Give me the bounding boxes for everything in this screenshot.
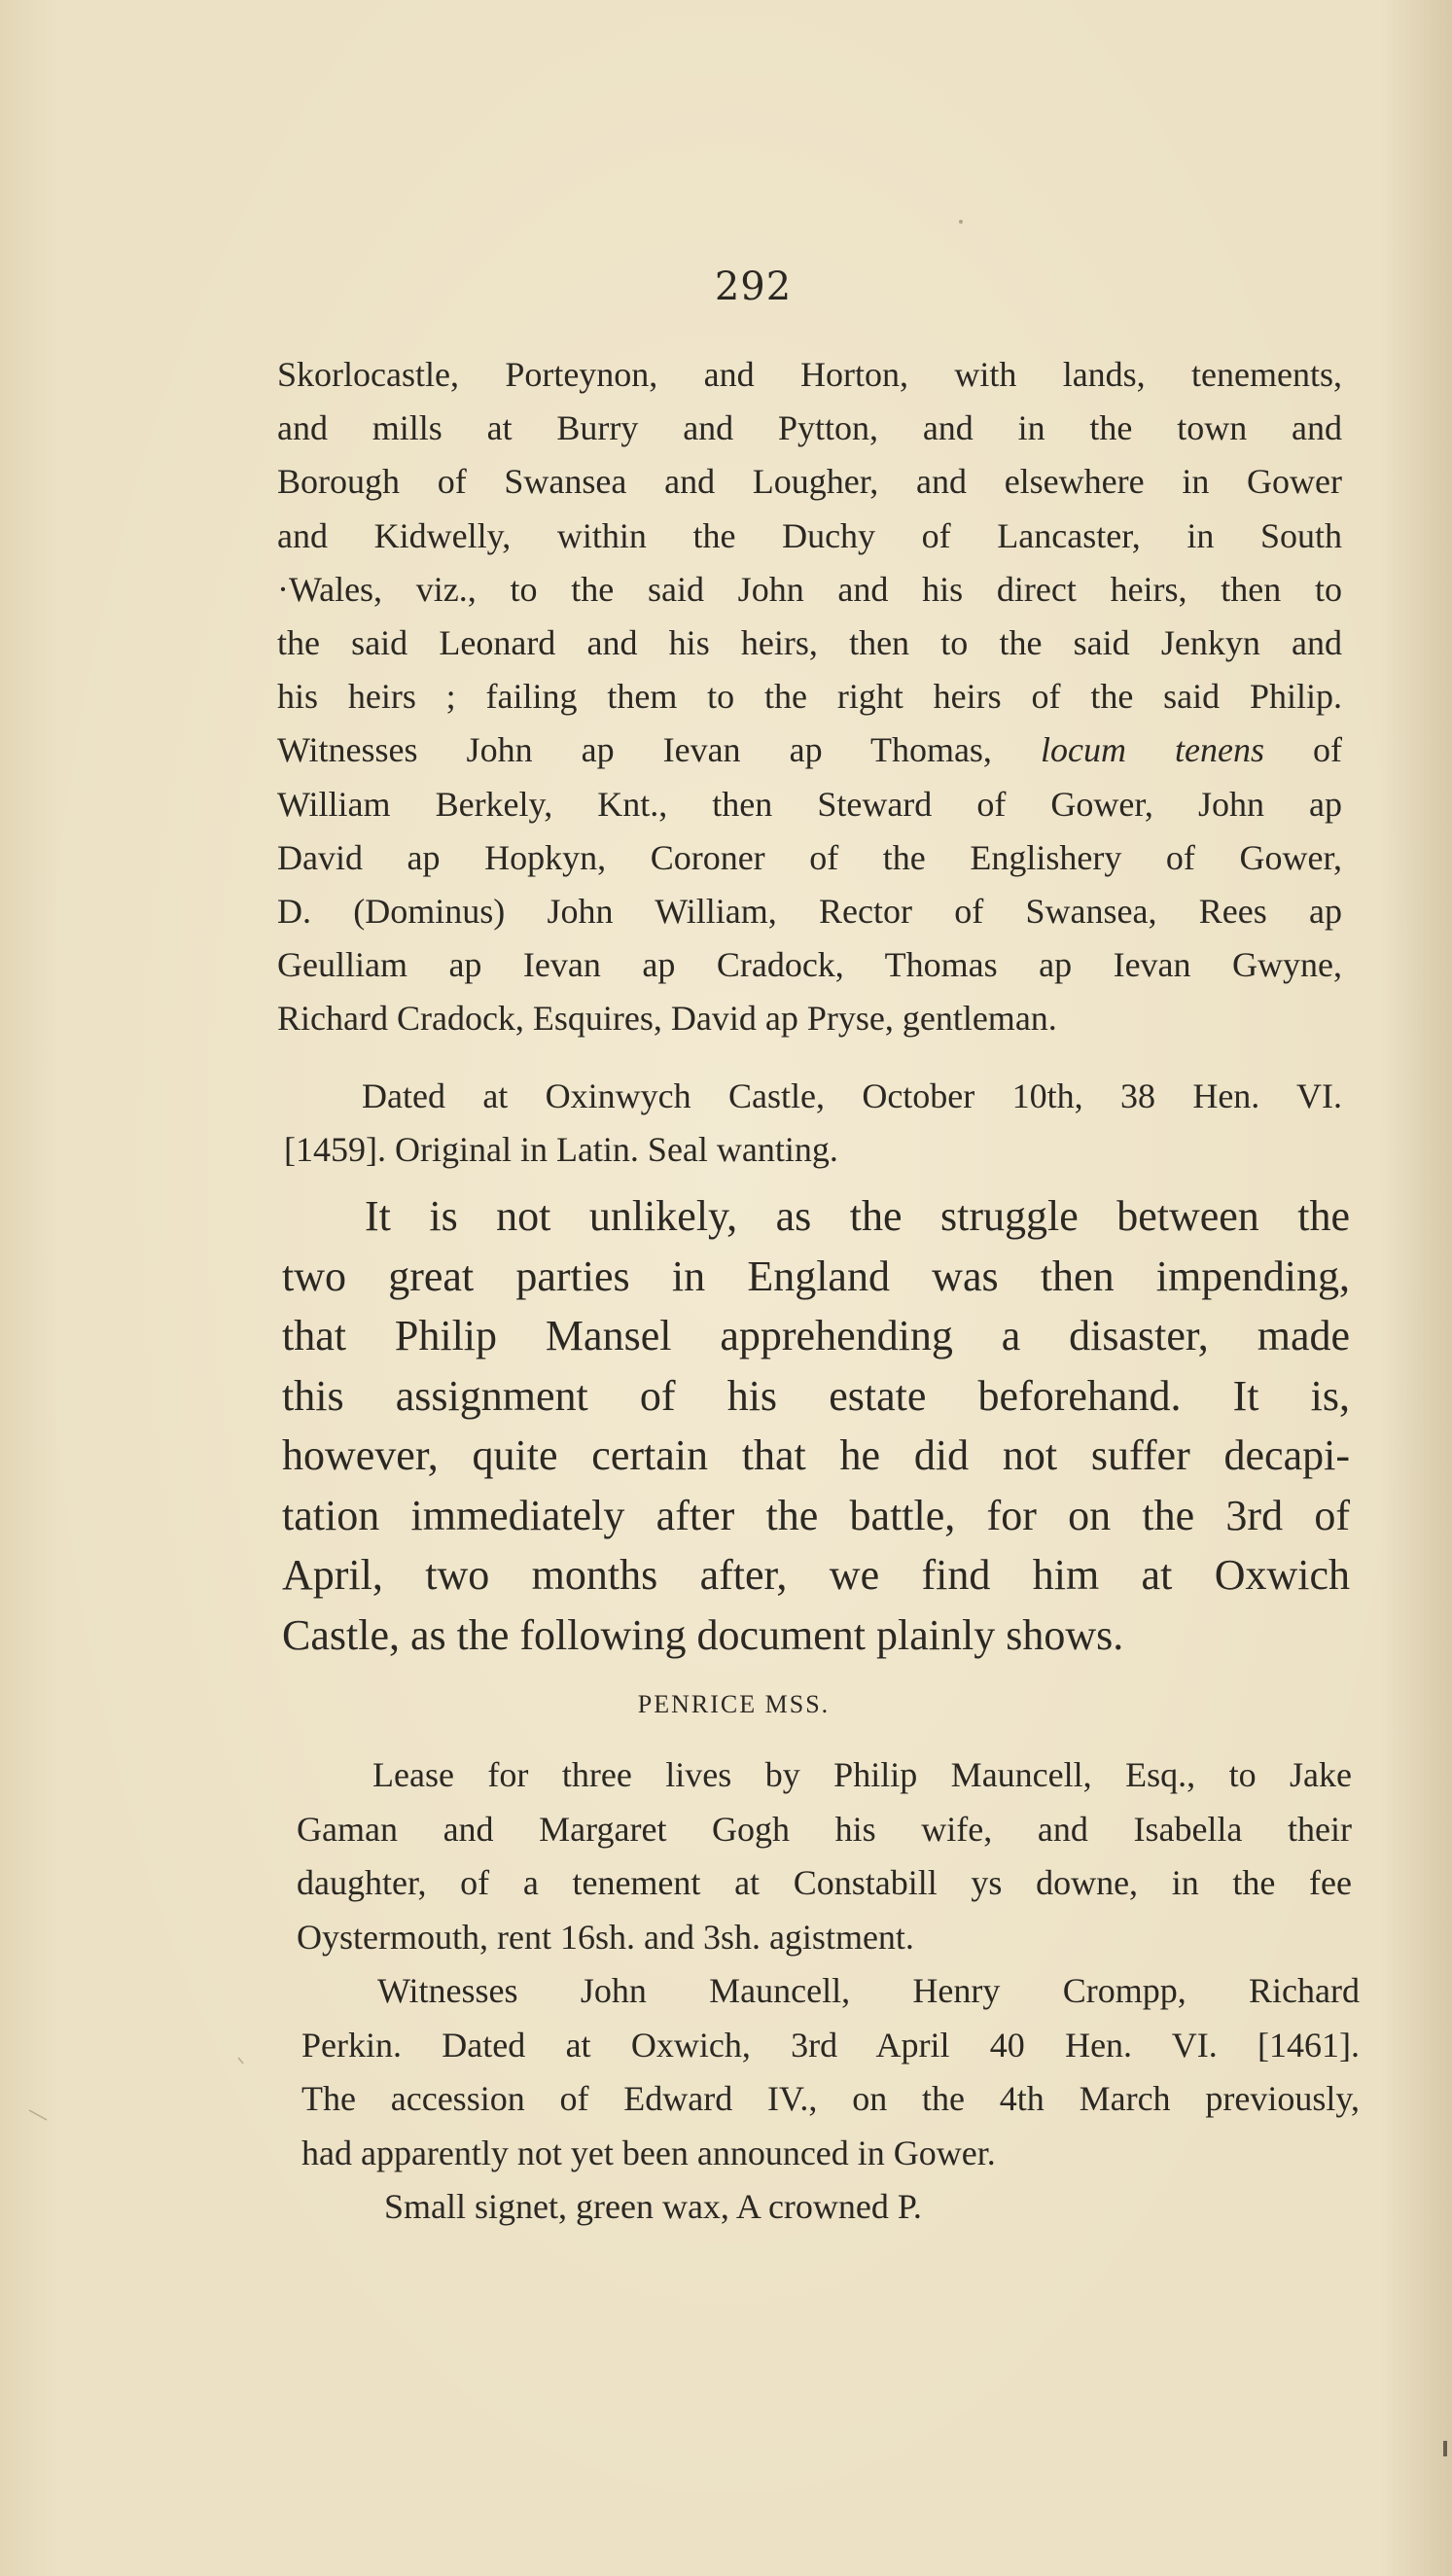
text-line: however, quite certain that he did not suffer decapi- (282, 1431, 1350, 1479)
text-line: daughter, of a tenement at Constabill ys downe, in the fee (297, 1863, 1352, 1902)
text-line: D. (Dominus) John William, Rector of Swansea, Rees ap (277, 891, 1342, 931)
text-line: April, two months after, we find him at Oxwich (282, 1551, 1350, 1599)
text-fragment: Witnesses John ap Ievan ap Thomas, (277, 730, 992, 770)
text-line: Witnesses John Mauncell, Henry Crompp, Richard (377, 1971, 1360, 2010)
witnesses-passage (301, 1964, 1360, 2180)
dated-note (284, 1070, 1342, 1177)
text-line-with-italic (277, 723, 1342, 777)
text-line: and Kidwelly, within the Duchy of Lancaster, in South (277, 515, 1342, 555)
text-line: the said Leonard and his heirs, then to the said Jenkyn and (277, 622, 1342, 662)
text-line: had apparently not yet been announced in Gower. (301, 2133, 996, 2172)
text-line: Borough of Swansea and Lougher, and elsewhere in Gower (277, 462, 1342, 502)
text-line: and mills at Burry and Pytton, and in the town and (277, 408, 1342, 448)
text-line: Lease for three lives by Philip Mauncell, Esq., to Jake (372, 1755, 1352, 1794)
page-number: 292 (714, 265, 793, 309)
lease-passage (297, 1748, 1352, 1964)
text-line: Castle, as the following document plainly shows. (282, 1610, 1124, 1659)
text-line: Skorlocastle, Porteynon, and Horton, with lands, tenements, (277, 355, 1342, 394)
text-line: ·Wales, viz., to the said John and his direct heirs, then to (277, 569, 1342, 609)
text-line: tation immediately after the battle, for on the 3rd of (282, 1491, 1350, 1539)
text-line: this assignment of his estate beforehand. It is, (282, 1371, 1350, 1420)
commentary-passage (282, 1186, 1350, 1665)
italic-phrase: locum tenens (1040, 730, 1264, 770)
charter-summary-passage (277, 348, 1342, 1045)
section-heading: PENRICE MSS. (637, 1690, 831, 1718)
text-fragment: of (1313, 730, 1343, 770)
text-line: [1459]. Original in Latin. Seal wanting. (284, 1130, 838, 1169)
text-line: Oystermouth, rent 16sh. and 3sh. agistment. (297, 1917, 914, 1957)
text-line: his heirs ; failing them to the right heirs of the said Philip. (277, 677, 1342, 717)
text-line: Perkin. Dated at Oxwich, 3rd April 40 Hen. VI. [1461]. (301, 2025, 1360, 2064)
text-line: David ap Hopkyn, Coroner of the Englishery of Gower, (277, 837, 1342, 877)
text-line: Richard Cradock, Esquires, David ap Pryse, gentleman. (277, 999, 1057, 1039)
text-line: William Berkely, Knt., then Steward of Gower, John ap (277, 784, 1342, 824)
text-line: Dated at Oxinwych Castle, October 10th, 38 Hen. VI. (362, 1076, 1342, 1115)
text-line: two great parties in England was then impending, (282, 1252, 1350, 1300)
text-line: Gaman and Margaret Gogh his wife, and Isabella their (297, 1809, 1352, 1849)
text-line: The accession of Edward IV., on the 4th March previously, (301, 2079, 1360, 2118)
text-line: that Philip Mansel apprehending a disaster, made (282, 1312, 1350, 1359)
text-line: Geulliam ap Ievan ap Cradock, Thomas ap Ievan Gwyne, (277, 945, 1342, 985)
text-line: It is not unlikely, as the struggle between the (365, 1192, 1350, 1240)
signet-note: Small signet, green wax, A crowned P. (384, 2187, 922, 2226)
